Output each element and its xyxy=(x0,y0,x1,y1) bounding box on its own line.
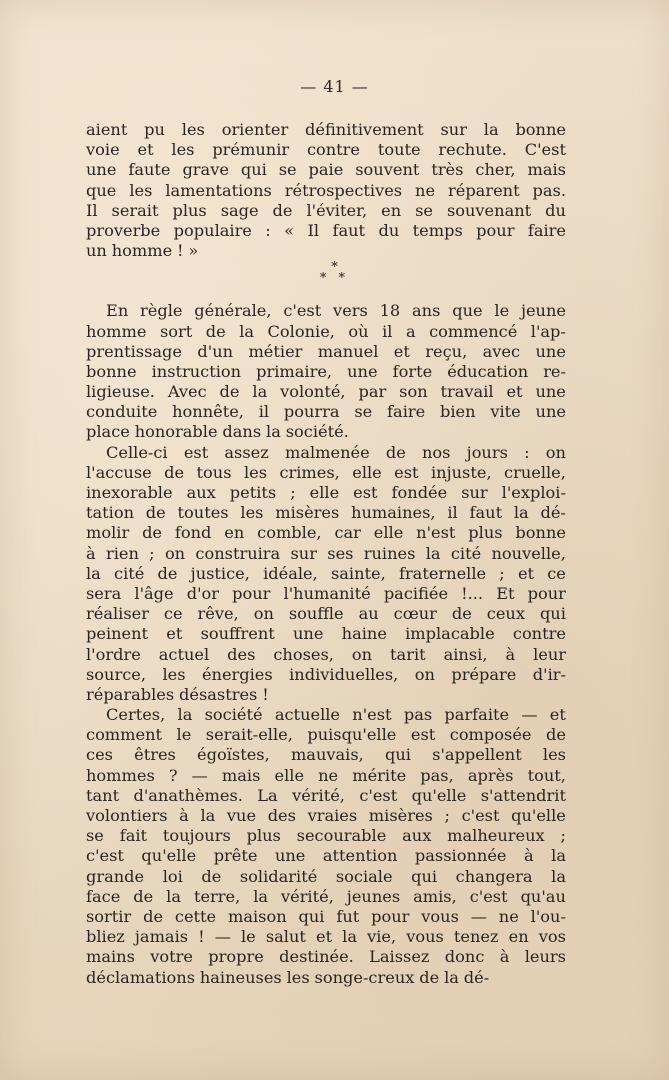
text-line: bonne instruction primaire, une forte éducation re- xyxy=(86,361,566,381)
text-line: face de la terre, la vérité, jeunes amis, c'est qu'au xyxy=(86,886,566,906)
text-line: ligieuse. Avec de la volonté, par son travail et une xyxy=(86,382,566,402)
text-line: à rien ; on construira sur ses ruines la cité nouvelle, xyxy=(86,543,566,563)
text-line: Celle-ci est assez malmenée de nos jours : on xyxy=(106,442,566,462)
text-line: proverbe populaire : « Il faut du temps pour faire xyxy=(86,220,566,240)
text-line: l'ordre actuel des choses, on tarit ainsi, à leur xyxy=(86,644,566,664)
text-line: volontiers à la vue des vraies misères ; c'est qu'elle xyxy=(86,806,566,825)
text-line: source, les énergies individuelles, on prépare d'ir- xyxy=(86,664,566,684)
text-line: Certes, la société actuelle n'est pas parfaite — et xyxy=(106,705,566,725)
text-line: hommes ? — mais elle ne mérite pas, après tout, xyxy=(86,765,566,785)
text-line: En règle générale, c'est vers 18 ans que le jeune xyxy=(106,301,566,321)
text-line: aient pu les orienter définitivement sur la bonne xyxy=(86,120,566,139)
text-line: grande loi de solidarité sociale qui changera la xyxy=(86,866,566,886)
text-line: molir de fond en comble, car elle n'est plus bonne xyxy=(86,523,566,543)
text-line: la cité de justice, idéale, sainte, fraternelle ; et ce xyxy=(86,563,566,583)
text-line: se fait toujours plus secourable aux malheureux ; xyxy=(86,826,566,846)
body-text xyxy=(86,120,566,988)
text-line: ces êtres égoïstes, mauvais, qui s'appellent les xyxy=(86,745,566,765)
text-line: mains votre propre destinée. Laissez donc à leurs xyxy=(86,947,566,967)
text-line: réparables désastres ! xyxy=(86,684,269,704)
text-line: l'accuse de tous les crimes, elle est injuste, cruelle, xyxy=(86,462,566,482)
text-line: c'est qu'elle prête une attention passionnée à la xyxy=(86,846,566,866)
text-line: réaliser ce rêve, on souffle au cœur de ceux qui xyxy=(86,604,566,624)
text-line: voie et les prémunir contre toute rechute. C'est xyxy=(86,140,566,160)
paragraph-1 xyxy=(86,120,566,261)
text-line: comment le serait-elle, puisqu'elle est composée de xyxy=(86,725,566,745)
text-line: conduite honnête, il pourra se faire bien vite une xyxy=(86,402,566,422)
text-line: sortir de cette maison qui fut pour vous — ne l'ou- xyxy=(86,906,566,926)
text-line: sera l'âge d'or pour l'humanité pacifiée !... Et pour xyxy=(86,583,566,603)
text-line: tant d'anathèmes. La vérité, c'est qu'elle s'attendrit xyxy=(86,785,566,805)
text-line: bliez jamais ! — le salut et la vie, vous tenez en vos xyxy=(86,927,566,947)
text-line: tation de toutes les misères humaines, il faut la dé- xyxy=(86,503,566,523)
text-line: déclamations haineuses les songe-creux de la dé- xyxy=(86,967,490,987)
text-line: un homme ! » xyxy=(86,241,199,261)
asterism-bottom: * * xyxy=(319,271,350,286)
text-line: place honorable dans la société. xyxy=(86,422,349,442)
text-line: inexorable aux petits ; elle est fondée sur l'exploi- xyxy=(86,483,566,502)
text-line: prentissage d'un métier manuel et reçu, avec une xyxy=(86,341,566,361)
text-line: une faute grave qui se paie souvent très cher, mais xyxy=(86,160,566,180)
text-line: homme sort de la Colonie, où il a commencé l'ap- xyxy=(86,321,566,341)
paragraph-3 xyxy=(86,443,566,705)
paragraph-2 xyxy=(86,301,566,442)
text-line: peinent et souffrent une haine implacable contre xyxy=(86,624,566,644)
text-line: Il serait plus sage de l'éviter, en se souvenant du xyxy=(86,200,566,220)
asterism-top: * xyxy=(331,260,338,275)
text-line: que les lamentations rétrospectives ne réparent pas. xyxy=(86,180,566,200)
paragraph-4 xyxy=(86,705,566,988)
page-number: — 41 — xyxy=(300,77,369,96)
